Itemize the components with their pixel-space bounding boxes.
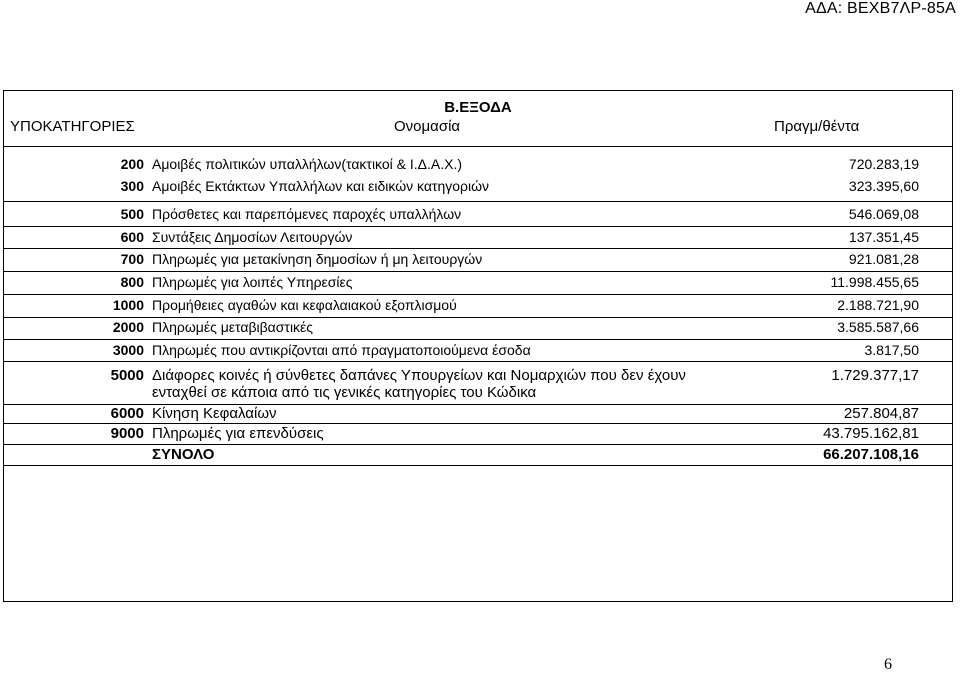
row-amount: 43.795.162,81 — [823, 425, 919, 442]
row-code: 200 — [120, 156, 144, 172]
row-amount: 2.188.721,90 — [837, 297, 919, 313]
total-label: ΣΥΝΟΛΟ — [152, 446, 215, 463]
section-title: Β.ΕΞΟΔΑ — [444, 99, 512, 116]
row-name-line-2: ενταχθεί σε κάποια από τις γενικές κατηγορίες του Κώδικα — [152, 384, 537, 401]
row-name: Προμήθειες αγαθών και κεφαλαιακού εξοπλισμού — [152, 297, 457, 313]
row-name: Πληρωμές για μετακίνηση δημοσίων ή μη λειτουργών — [152, 251, 483, 267]
row-divider — [4, 465, 952, 466]
row-name: Πληρωμές για επενδύσεις — [152, 425, 324, 442]
column-header-category: ΥΠΟΚΑΤΗΓΟΡΙΕΣ — [10, 118, 135, 135]
row-name: Κίνηση Κεφαλαίων — [152, 405, 277, 422]
row-divider — [4, 317, 952, 318]
row-divider — [4, 339, 952, 340]
column-header-name: Ονομασία — [394, 118, 461, 135]
row-amount: 546.069,08 — [848, 206, 919, 222]
row-name-line-1: Διάφορες κοινές ή σύνθετες δαπάνες Υπουργείων και Νομαρχιών που δεν έχουν — [152, 367, 686, 384]
page-number: 6 — [884, 656, 892, 673]
row-amount: 1.729.377,17 — [831, 367, 919, 384]
row-code: 9000 — [110, 425, 144, 442]
column-header-amount: Πραγμ/θέντα — [774, 118, 860, 135]
row-name — [152, 367, 752, 401]
row-amount: 137.351,45 — [848, 229, 919, 245]
total-amount: 66.207.108,16 — [823, 446, 919, 463]
row-amount: 257.804,87 — [843, 405, 919, 422]
row-amount: 323.395,60 — [848, 178, 919, 194]
row-divider — [4, 294, 952, 295]
row-divider — [4, 361, 952, 362]
row-code: 6000 — [110, 405, 144, 422]
row-code: 3000 — [112, 342, 144, 358]
row-divider — [4, 423, 952, 424]
row-divider — [4, 201, 952, 202]
row-amount: 3.817,50 — [864, 342, 919, 358]
row-divider — [4, 271, 952, 272]
row-name: Πληρωμές που αντικρίζονται από πραγματοποιούμενα έσοδα — [152, 342, 531, 358]
row-code: 500 — [120, 206, 144, 222]
row-name: Πρόσθετες και παρεπόμενες παροχές υπαλλήλων — [152, 206, 462, 222]
row-code: 800 — [120, 274, 144, 290]
row-code: 1000 — [112, 297, 144, 313]
ada-code: ΑΔΑ: ΒΕΧΒ7ΛΡ-85Α — [805, 0, 956, 17]
row-name: Αμοιβές πολιτικών υπαλλήλων(τακτικοί & Ι.Δ.Α.Χ.) — [152, 156, 463, 172]
row-code: 2000 — [112, 319, 144, 335]
row-name: Συντάξεις Δημοσίων Λειτουργών — [152, 229, 353, 245]
expenses-table — [3, 90, 953, 602]
row-divider — [4, 226, 952, 227]
row-divider — [4, 444, 952, 445]
row-name: Πληρωμές για λοιπές Υπηρεσίες — [152, 274, 353, 290]
row-divider — [4, 248, 952, 249]
row-code: 700 — [120, 251, 144, 267]
row-amount: 921.081,28 — [848, 251, 919, 267]
row-name: Αμοιβές Εκτάκτων Υπαλλήλων και ειδικών κατηγοριών — [152, 178, 490, 194]
row-code: 600 — [120, 229, 144, 245]
header-divider — [4, 146, 952, 147]
row-code: 5000 — [110, 367, 144, 384]
row-name: Πληρωμές μεταβιβαστικές — [152, 319, 314, 335]
row-amount: 11.998.455,65 — [830, 274, 919, 290]
row-amount: 720.283,19 — [848, 156, 919, 172]
row-amount: 3.585.587,66 — [837, 319, 919, 335]
row-code: 300 — [120, 178, 144, 194]
